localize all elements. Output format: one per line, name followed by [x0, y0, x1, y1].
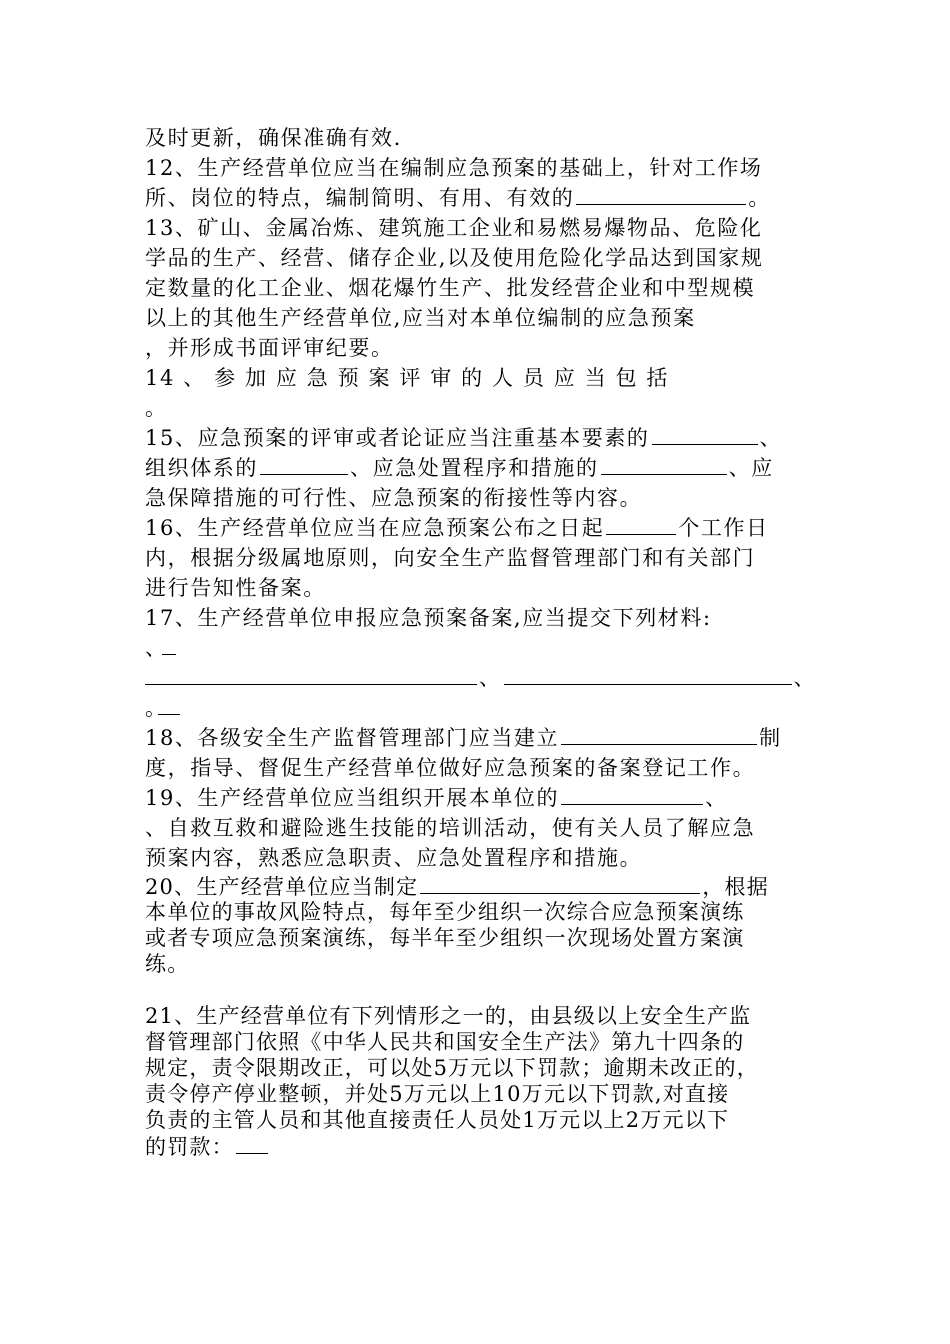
fill-blank[interactable] [420, 873, 700, 894]
text-segment: 、应 [728, 456, 774, 480]
text-line [145, 453, 805, 483]
fill-blank[interactable] [652, 424, 758, 445]
text-segment: 18、各级安全生产监督管理部门应当建立 [145, 726, 560, 750]
text-segment: 、应急处置程序和措施的 [350, 456, 599, 480]
fill-blank[interactable] [561, 784, 703, 805]
text-line: 练。 [145, 952, 190, 976]
text-line [145, 183, 805, 213]
fill-blank[interactable] [236, 1133, 268, 1154]
fill-blank[interactable] [576, 184, 746, 205]
text-line [145, 723, 805, 753]
text-line [145, 693, 805, 723]
text-line: 17、生产经营单位申报应急预案备案,应当提交下列材料: [145, 606, 712, 630]
text-line: ，并形成书面评审纪要。 [145, 336, 394, 360]
text-line: 14 、 参 加 应 急 预 案 评 审 的 人 员 应 当 包 括 [145, 366, 669, 390]
text-line [145, 663, 817, 693]
text-line: 学品的生产、经营、储存企业,以及使用危险化学品达到国家规 [145, 246, 764, 270]
text-line: 规定，责令限期改正，可以处5万元以下罚款；逾期未改正的， [145, 1056, 759, 1080]
fill-blank[interactable] [504, 664, 792, 685]
text-segment: 。 [145, 696, 168, 720]
text-line: 预案内容，熟悉应急职责、应急处置程序和措施。 [145, 846, 643, 870]
text-segment: 、 [705, 786, 728, 810]
fill-blank[interactable] [561, 724, 757, 745]
text-segment: 15、应急预案的评审或者论证应当注重基本要素的 [145, 426, 650, 450]
text-line [145, 1133, 805, 1160]
text-segment: 的罚款： [145, 1135, 234, 1159]
text-segment: 组织体系的 [145, 456, 258, 480]
text-line [145, 873, 805, 900]
text-line: 。 [145, 396, 168, 420]
text-line: 急保障措施的可行性、应急预案的衔接性等内容。 [145, 486, 643, 510]
fill-blank[interactable] [606, 514, 676, 535]
text-segment: 16、生产经营单位应当在应急预案公布之日起 [145, 516, 605, 540]
text-line [145, 423, 805, 453]
text-segment: 个工作日 [678, 516, 769, 540]
text-segment: 。 [748, 186, 772, 210]
text-line: 以上的其他生产经营单位,应当对本单位编制的应急预案 [145, 306, 696, 330]
text-segment: 所、岗位的特点，编制简明、有用、有效的 [145, 186, 575, 210]
text-line: 负责的主管人员和其他直接责任人员处1万元以上2万元以下 [145, 1108, 730, 1132]
text-segment: ，根据 [702, 875, 769, 899]
text-line: 督管理部门依照《中华人民共和国安全生产法》第九十四条的 [145, 1030, 745, 1054]
text-segment: 20、生产经营单位应当制定 [145, 875, 419, 899]
text-line: 21、生产经营单位有下列情形之一的，由县级以上安全生产监 [145, 1004, 752, 1028]
fill-blank[interactable] [145, 664, 477, 685]
text-line: 12、生产经营单位应当在编制应急预案的基础上，针对工作场 [145, 156, 763, 180]
text-line: 定数量的化工企业、烟花爆竹生产、批发经营企业和中型规模 [145, 276, 756, 300]
fill-blank[interactable] [260, 454, 348, 475]
fill-blank[interactable] [158, 694, 180, 715]
text-line: 内，根据分级属地原则，向安全生产监督管理部门和有关部门 [145, 546, 756, 570]
text-segment: 、 [479, 666, 502, 690]
text-line [145, 633, 805, 663]
text-line: 及时更新，确保准确有效. [145, 126, 402, 150]
text-line [145, 513, 805, 543]
text-segment: 、 [145, 636, 168, 660]
text-segment: 、 [759, 426, 783, 450]
text-line: 或者专项应急预案演练，每半年至少组织一次现场处置方案演 [145, 926, 745, 950]
text-segment: 制 [759, 726, 782, 750]
text-segment: 、 [793, 666, 817, 690]
text-line: 本单位的事故风险特点，每年至少组织一次综合应急预案演练 [145, 900, 745, 924]
fill-blank[interactable] [601, 454, 727, 475]
text-line: 13、矿山、金属冶炼、建筑施工企业和易燃易爆物品、危险化 [145, 216, 763, 240]
text-line [145, 783, 805, 813]
text-line: 进行告知性备案。 [145, 576, 326, 600]
text-line: 责令停产停业整顿，并处5万元以上10万元以下罚款,对直接 [145, 1082, 730, 1106]
text-segment: 19、生产经营单位应当组织开展本单位的 [145, 786, 560, 810]
text-line: 、自救互救和避险逃生技能的培训活动，使有关人员了解应急 [145, 816, 756, 840]
fill-blank[interactable] [162, 634, 176, 655]
text-line: 度，指导、督促生产经营单位做好应急预案的备案登记工作。 [145, 756, 756, 780]
